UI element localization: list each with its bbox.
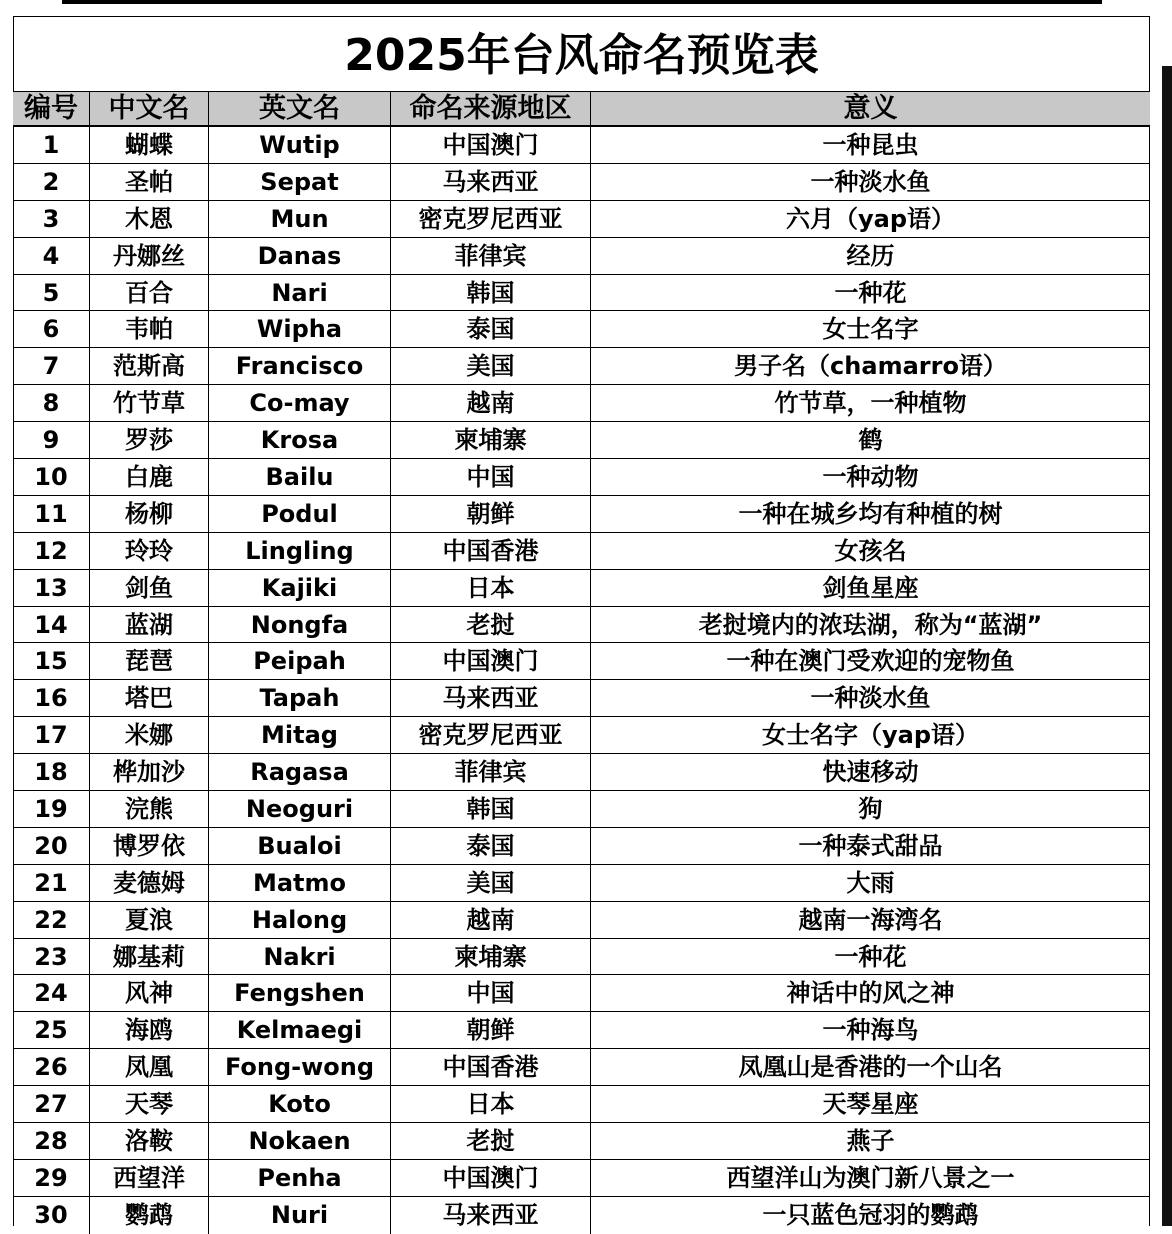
cell-cn: 博罗依 <box>90 828 209 864</box>
table-row <box>13 422 1150 459</box>
cell-source: 中国澳门 <box>391 127 591 163</box>
table-row <box>13 1086 1150 1123</box>
cell-en: Nuri <box>209 1197 391 1234</box>
cell-num: 3 <box>13 201 90 237</box>
cell-en: Mitag <box>209 717 391 753</box>
cell-meaning: 女孩名 <box>834 536 907 565</box>
table-row <box>13 1123 1150 1160</box>
cell-meaning: 凤凰山是香港的一个山名 <box>738 1053 1003 1082</box>
table-row <box>13 164 1150 201</box>
cell-en: Penha <box>209 1160 391 1196</box>
cell-en: Lingling <box>209 533 391 569</box>
table-row <box>13 939 1150 976</box>
cell-cn: 杨柳 <box>90 496 209 532</box>
cell-source: 马来西亚 <box>391 680 591 716</box>
cell-num: 8 <box>13 385 90 421</box>
table-row <box>13 570 1150 607</box>
cell-cn: 天琴 <box>90 1086 209 1122</box>
cell-source: 越南 <box>391 902 591 938</box>
table-row <box>13 643 1150 680</box>
table-row <box>13 275 1150 312</box>
cell-source: 中国香港 <box>391 1049 591 1085</box>
cell-meaning: 一种淡水鱼 <box>810 684 931 713</box>
cell-num: 20 <box>13 828 90 864</box>
scrollbar-edge <box>1162 66 1172 1226</box>
cell-source: 菲律宾 <box>391 238 591 274</box>
cell-num: 9 <box>13 422 90 458</box>
cell-source: 泰国 <box>391 311 591 347</box>
cell-num: 24 <box>13 975 90 1011</box>
cell-en: Fong-wong <box>209 1049 391 1085</box>
cell-meaning: 女士名字 <box>822 315 919 344</box>
table-row <box>13 459 1150 496</box>
cell-meaning: 鹤 <box>858 426 883 455</box>
table-row <box>13 348 1150 385</box>
cell-cn: 玲玲 <box>90 533 209 569</box>
cell-cn: 白鹿 <box>90 459 209 495</box>
cell-source: 中国 <box>391 975 591 1011</box>
cell-meaning: 狗 <box>858 795 883 824</box>
cell-source: 朝鲜 <box>391 496 591 532</box>
cell-source: 日本 <box>391 1086 591 1122</box>
cell-en: Nari <box>209 275 391 311</box>
cell-en: Mun <box>209 201 391 237</box>
header-source: 命名来源地区 <box>391 92 591 125</box>
cell-en: Wipha <box>209 311 391 347</box>
cell-source: 中国澳门 <box>391 1160 591 1196</box>
header-en: 英文名 <box>209 92 391 125</box>
cell-cn: 西望洋 <box>90 1160 209 1196</box>
cell-meaning: 竹节草，一种植物 <box>774 389 967 418</box>
cell-meaning: 一只蓝色冠羽的鹦鹉 <box>762 1200 979 1229</box>
cell-cn: 风神 <box>90 975 209 1011</box>
cell-cn: 罗莎 <box>90 422 209 458</box>
cell-meaning: 一种淡水鱼 <box>810 167 931 196</box>
cell-cn: 木恩 <box>90 201 209 237</box>
table-row <box>13 717 1150 754</box>
cell-meaning: 一种花 <box>834 278 907 307</box>
cell-num: 22 <box>13 902 90 938</box>
cell-meaning: 男子名（chamarro语） <box>734 352 1007 381</box>
cell-meaning: 燕子 <box>846 1127 895 1156</box>
cell-meaning: 越南一海湾名 <box>798 905 943 934</box>
header-num: 编号 <box>13 92 90 125</box>
cell-en: Peipah <box>209 643 391 679</box>
table-row <box>13 975 1150 1012</box>
cell-cn: 米娜 <box>90 717 209 753</box>
cell-source: 朝鲜 <box>391 1012 591 1048</box>
cell-num: 17 <box>13 717 90 753</box>
table-body <box>13 127 1150 1234</box>
cell-cn: 凤凰 <box>90 1049 209 1085</box>
cell-meaning: 大雨 <box>846 868 895 897</box>
cell-meaning: 一种泰式甜品 <box>798 831 943 860</box>
table-row <box>13 496 1150 533</box>
cell-meaning: 六月（yap语） <box>785 204 956 233</box>
cell-source: 韩国 <box>391 275 591 311</box>
table-row <box>13 311 1150 348</box>
header-cn: 中文名 <box>90 92 209 125</box>
cell-en: Wutip <box>209 127 391 163</box>
cell-cn: 鹦鹉 <box>90 1197 209 1234</box>
cell-meaning: 女士名字（yap语） <box>761 721 980 750</box>
cell-num: 28 <box>13 1123 90 1159</box>
table-row <box>13 385 1150 422</box>
cell-cn: 麦德姆 <box>90 865 209 901</box>
cell-num: 30 <box>13 1197 90 1234</box>
cell-num: 5 <box>13 275 90 311</box>
cell-en: Bailu <box>209 459 391 495</box>
cell-source: 柬埔寨 <box>391 939 591 975</box>
cell-num: 4 <box>13 238 90 274</box>
cell-cn: 蓝湖 <box>90 607 209 643</box>
cell-source: 密克罗尼西亚 <box>391 201 591 237</box>
cell-cn: 剑鱼 <box>90 570 209 606</box>
page-title: 2025年台风命名预览表 <box>13 16 1150 92</box>
cell-en: Halong <box>209 902 391 938</box>
cell-cn: 洛鞍 <box>90 1123 209 1159</box>
cell-en: Nongfa <box>209 607 391 643</box>
table-row <box>13 865 1150 902</box>
cell-source: 柬埔寨 <box>391 422 591 458</box>
cell-num: 6 <box>13 311 90 347</box>
cell-meaning: 一种花 <box>834 942 907 971</box>
cell-source: 密克罗尼西亚 <box>391 717 591 753</box>
cell-cn: 浣熊 <box>90 791 209 827</box>
cell-cn: 蝴蝶 <box>90 127 209 163</box>
table-row <box>13 607 1150 644</box>
cell-meaning: 神话中的风之神 <box>786 979 955 1008</box>
cell-cn: 琵琶 <box>90 643 209 679</box>
cell-en: Francisco <box>209 348 391 384</box>
cell-en: Fengshen <box>209 975 391 1011</box>
cell-cn: 圣帕 <box>90 164 209 200</box>
table-row <box>13 1049 1150 1086</box>
cell-num: 10 <box>13 459 90 495</box>
cell-meaning: 西望洋山为澳门新八景之一 <box>726 1163 1015 1192</box>
cell-source: 韩国 <box>391 791 591 827</box>
cell-meaning: 一种昆虫 <box>822 131 919 159</box>
cell-num: 1 <box>13 127 90 163</box>
cell-num: 16 <box>13 680 90 716</box>
cell-en: Koto <box>209 1086 391 1122</box>
cell-en: Co-may <box>209 385 391 421</box>
cell-cn: 夏浪 <box>90 902 209 938</box>
cell-source: 中国香港 <box>391 533 591 569</box>
cell-meaning: 一种在城乡均有种植的树 <box>738 499 1003 528</box>
table-row <box>13 902 1150 939</box>
table-row <box>13 1012 1150 1049</box>
table-row <box>13 828 1150 865</box>
cell-en: Bualoi <box>209 828 391 864</box>
table-row <box>13 1197 1150 1234</box>
table-row <box>13 201 1150 238</box>
cell-source: 美国 <box>391 865 591 901</box>
cell-meaning: 经历 <box>846 241 895 270</box>
cell-num: 27 <box>13 1086 90 1122</box>
cell-en: Nokaen <box>209 1123 391 1159</box>
cell-source: 日本 <box>391 570 591 606</box>
table-row <box>13 1160 1150 1197</box>
cell-source: 马来西亚 <box>391 164 591 200</box>
cell-num: 18 <box>13 754 90 790</box>
cell-num: 2 <box>13 164 90 200</box>
table-row <box>13 754 1150 791</box>
cell-cn: 海鸥 <box>90 1012 209 1048</box>
header-meaning: 意义 <box>843 93 898 124</box>
cell-meaning: 快速移动 <box>822 758 919 787</box>
cell-en: Kelmaegi <box>209 1012 391 1048</box>
cell-meaning: 一种在澳门受欢迎的宠物鱼 <box>726 647 1015 676</box>
cell-meaning: 一种动物 <box>822 463 919 492</box>
cell-source: 中国澳门 <box>391 643 591 679</box>
cell-source: 中国 <box>391 459 591 495</box>
cell-en: Matmo <box>209 865 391 901</box>
cell-num: 25 <box>13 1012 90 1048</box>
cell-en: Sepat <box>209 164 391 200</box>
cell-source: 美国 <box>391 348 591 384</box>
cell-num: 14 <box>13 607 90 643</box>
cell-en: Neoguri <box>209 791 391 827</box>
cell-source: 越南 <box>391 385 591 421</box>
cell-cn: 竹节草 <box>90 385 209 421</box>
table-row <box>13 791 1150 828</box>
cell-num: 13 <box>13 570 90 606</box>
cell-cn: 百合 <box>90 275 209 311</box>
cell-source: 老挝 <box>391 607 591 643</box>
cell-meaning: 剑鱼星座 <box>822 573 919 602</box>
cell-meaning: 一种海鸟 <box>822 1016 919 1045</box>
cell-num: 26 <box>13 1049 90 1085</box>
cell-en: Podul <box>209 496 391 532</box>
top-rule <box>62 0 1102 4</box>
cell-cn: 丹娜丝 <box>90 238 209 274</box>
cell-cn: 娜基莉 <box>90 939 209 975</box>
cell-source: 马来西亚 <box>391 1197 591 1234</box>
table-row <box>13 680 1150 717</box>
cell-cn: 桦加沙 <box>90 754 209 790</box>
cell-en: Danas <box>209 238 391 274</box>
cell-num: 11 <box>13 496 90 532</box>
cell-meaning: 天琴星座 <box>822 1090 919 1119</box>
cell-num: 21 <box>13 865 90 901</box>
cell-num: 19 <box>13 791 90 827</box>
cell-num: 12 <box>13 533 90 569</box>
cell-en: Nakri <box>209 939 391 975</box>
cell-cn: 范斯高 <box>90 348 209 384</box>
cell-en: Krosa <box>209 422 391 458</box>
cell-num: 23 <box>13 939 90 975</box>
table-row <box>13 238 1150 275</box>
cell-cn: 韦帕 <box>90 311 209 347</box>
cell-source: 老挝 <box>391 1123 591 1159</box>
cell-en: Ragasa <box>209 754 391 790</box>
cell-cn: 塔巴 <box>90 680 209 716</box>
table-header <box>13 92 1150 127</box>
table-row <box>13 127 1150 164</box>
cell-num: 15 <box>13 643 90 679</box>
cell-meaning: 老挝境内的浓珐湖，称为“蓝湖” <box>698 610 1043 639</box>
cell-num: 29 <box>13 1160 90 1196</box>
cell-source: 泰国 <box>391 828 591 864</box>
cell-source: 菲律宾 <box>391 754 591 790</box>
table-row <box>13 533 1150 570</box>
cell-en: Kajiki <box>209 570 391 606</box>
cell-en: Tapah <box>209 680 391 716</box>
cell-num: 7 <box>13 348 90 384</box>
